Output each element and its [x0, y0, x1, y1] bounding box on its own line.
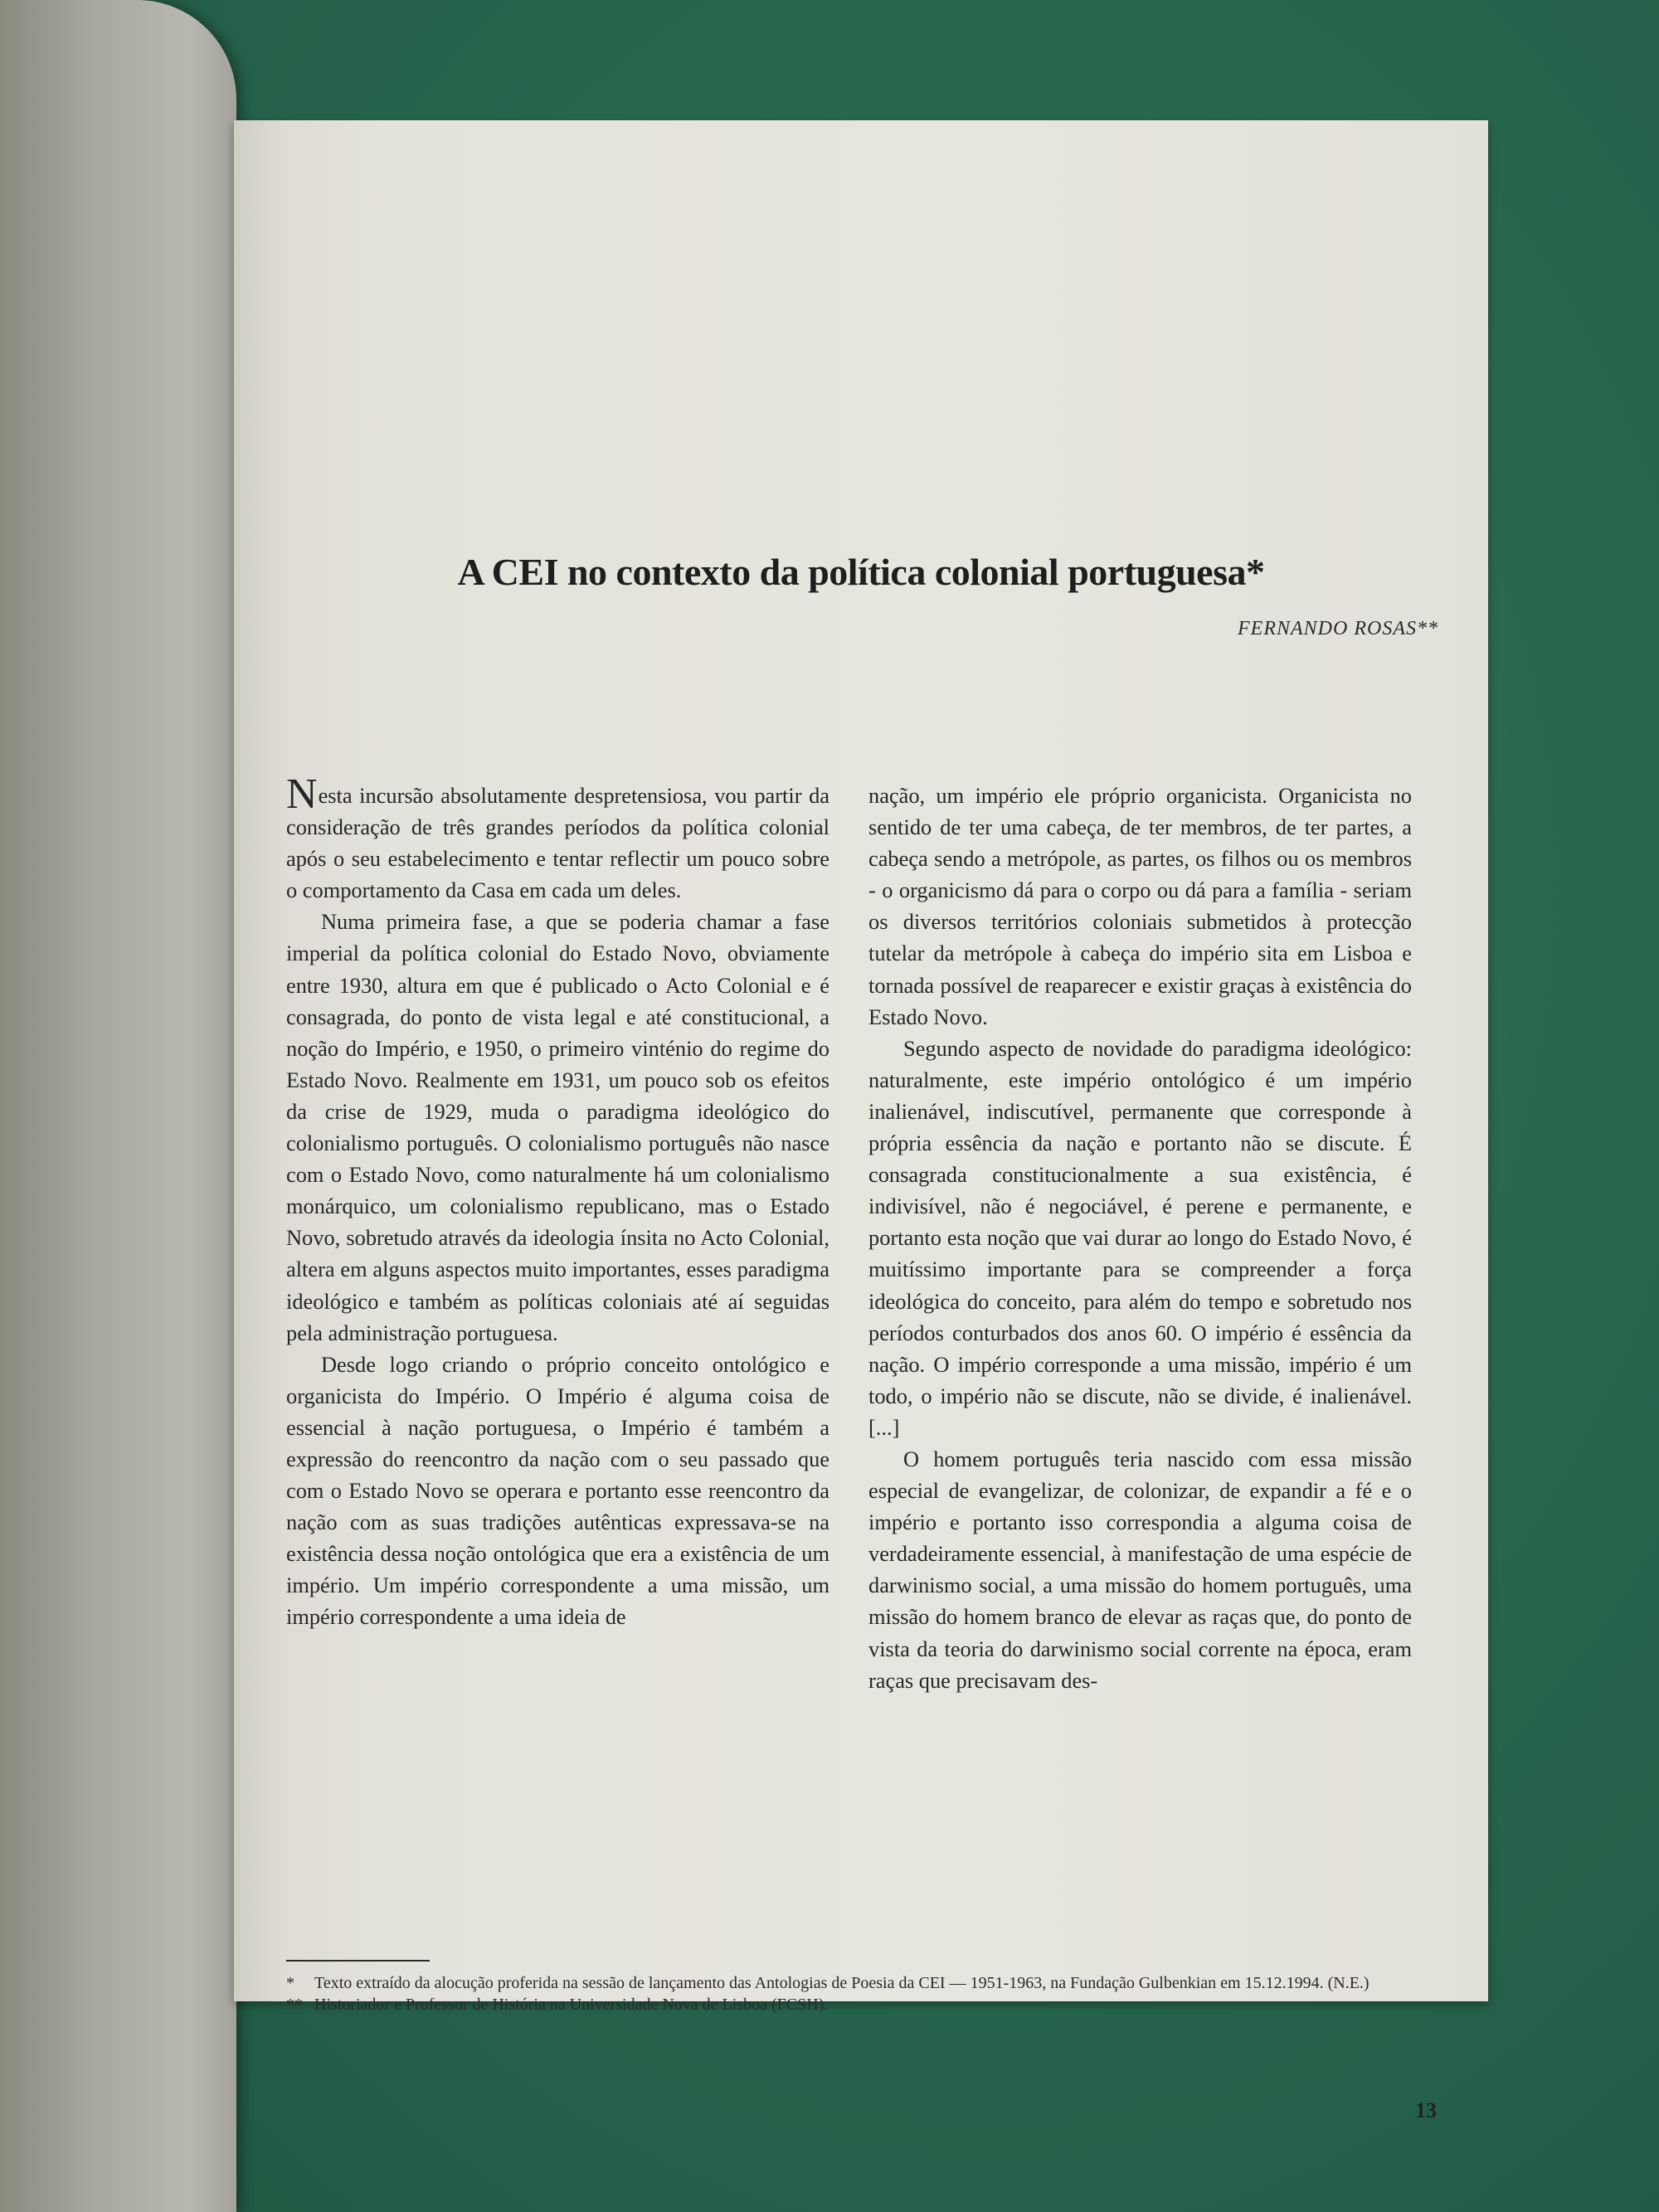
footnote-text: Texto extraído da alocução proferida na sessão de lançamento das Antologias de Poesia da CEI — 1951-1963, na Fundação Gulbenkian em 15.12.1994. (N.E.)	[314, 1974, 1370, 1992]
footnote-text: Historiador e Professor de História na Universidade Nova de Lisboa (FCSH).	[314, 1996, 829, 2014]
paragraph: Numa primeira fase, a que se poderia chamar a fase imperial da política colonial do Estado Novo, obviamente entre 1930, altura em que é publicado o Acto Colonial e é consagrada, do ponto de vista legal e até constitucional, a noção do Império, e 1950, o primeiro vinténio do regime do Estado Novo. Realmente em 1931, um pouco sob os efeitos da crise de 1929, muda o paradigma ideológico do colonialismo português. O colonialismo português não nasce com o Estado Novo, como naturalmente há um colonialismo monárquico, um colonialismo republicano, mas o Estado Novo, sobretudo através da ideologia ínsita no Acto Colonial, altera em alguns aspectos muito importantes, esses paradigma ideológico e também as políticas coloniais até aí seguidas pela administração portuguesa.	[286, 909, 830, 1345]
paragraph	[286, 771, 830, 906]
paragraph: O homem português teria nascido com essa missão especial de evangelizar, de colonizar, de expandir a fé e o império e portanto isso correspondia a alguma coisa de verdadeiramente essencial, à manifestação de uma espécie de darwinismo social, a uma missão do homem português, uma missão do homem branco de elevar as raças que, do ponto de vista da teoria do darwinismo social corrente na época, eram raças que precisavam des-	[868, 1446, 1412, 1693]
footnote	[286, 1972, 1418, 1994]
previous-page-edge	[0, 0, 236, 2212]
left-column	[286, 771, 830, 1633]
article-title: A CEI no contexto da política colonial portuguesa*	[457, 551, 1265, 593]
footnotes	[286, 1972, 1418, 2015]
footnote-mark: **	[286, 1996, 303, 2014]
footnote-divider	[286, 1960, 430, 1962]
right-column	[868, 780, 1412, 1696]
paragraph-text: esta incursão absolutamente despretensiosa, vou partir da consideração de três grandes períodos da política colonial após o seu estabelecimento e tentar reflectir um pouco sobre o comportamento da Casa em cada um deles.	[286, 783, 830, 903]
article-author: FERNANDO ROSAS**	[1238, 618, 1438, 639]
paragraph: Segundo aspecto de novidade do paradigma ideológico: naturalmente, este império ontológico é um império inalienável, indiscutível, permanente que corresponde à própria essência da nação e portanto não se discute. É consagrada constitucionalmente a sua existência, é indivisível, não é negociável, é perene e permanente, e portanto esta noção que vai durar ao longo do Estado Novo, é muitíssimo importante para se compreender a força ideológica do conceito, para além do tempo e sobretudo nos períodos conturbados dos anos 60. O império é essência da nação. O império corresponde a uma missão, império é um todo, o império não se discute, não se divide, é inalienável. [...]	[868, 1035, 1412, 1440]
paragraph: nação, um império ele próprio organicista. Organicista no sentido de ter uma cabeça, de ter membros, de ter partes, a cabeça sendo a metrópole, as partes, os filhos ou os membros - o organicismo dá para o corpo ou dá para a família - seriam os diversos territórios coloniais submetidos à protecção tutelar da metrópole à cabeça do império sita em Lisboa e tornada possível de reaparecer e existir graças à existência do Estado Novo.	[868, 783, 1412, 1029]
book-page	[234, 120, 1488, 2122]
footnote-mark: *	[286, 1974, 294, 1992]
drop-cap: N	[286, 771, 318, 818]
page-number: 13	[1415, 2098, 1437, 2122]
paragraph: Desde logo criando o próprio conceito ontológico e organicista do Império. O Império é alguma coisa de essencial à nação portuguesa, o Império é também a expressão do reencontro da nação com o seu passado que com o Estado Novo se operara e portanto esse reencontro da nação com as suas tradições autênticas expressava-se na existência dessa noção ontológica que era a existência de um império. Um império correspondente a uma missão, um império correspondente a uma ideia de	[286, 1351, 830, 1630]
footnote	[286, 1994, 1418, 2015]
